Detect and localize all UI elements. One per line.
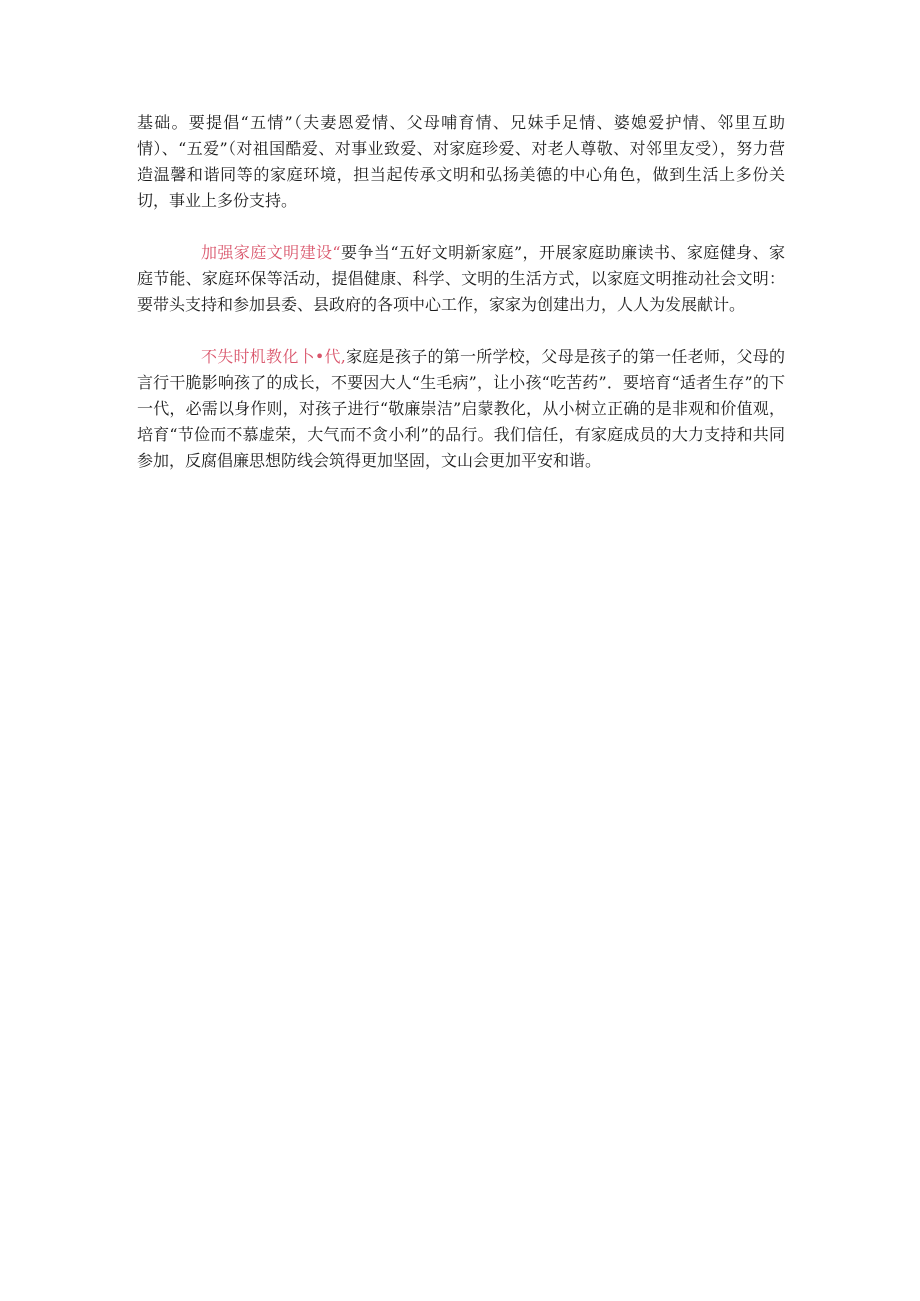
paragraph-1-text: 基础。要提倡“五情”（夫妻恩爱情、父母哺育情、兄妹手足情、婆媳爱护情、邻里互助情）、“五爱”（对祖国酷爱、对事业致爱、对家庭珍爱、对老人尊敬、对邻里友受），努力营造温馨和谐同等的家庭环境，担当起传承文明和弘扬美德的中心角色，做到生活上多份关切，事业上多份支持。 bbox=[137, 113, 785, 210]
paragraph-2 bbox=[137, 240, 785, 318]
paragraph-2-text: 要争当“五好文明新家庭”，开展家庭助廉读书、家庭健身、家庭节能、家庭环保等活动，提倡健康、科学、文明的生活方式，以家庭文明推动社会文明：要带头支持和参加县委、县政府的各项中心工作，家家为创建出力，人人为发展献计。 bbox=[137, 243, 785, 314]
document-body bbox=[137, 110, 785, 500]
paragraph-3 bbox=[137, 344, 785, 474]
paragraph-1 bbox=[137, 110, 785, 214]
paragraph-3-text: 家庭是孩子的第一所学校，父母是孩子的第一任老师，父母的言行干脆影响孩了的成长，不要因大人“生毛病”，让小孩“吃苦药”．要培育“适者生存”的下一代，必需以身作则，对孩子进行“敬廉崇洁”启蒙教化，从小树立正确的是非观和价值观，培育“节俭而不慕虚荣，大气而不贪小利”的品行。我们信任，有家庭成员的大力支持和共同参加，反腐倡廉思想防线会筑得更加坚固，文山会更加平安和谐。 bbox=[137, 347, 785, 470]
paragraph-3-heading: 不失时机教化卜•代, bbox=[201, 347, 346, 366]
paragraph-2-heading: 加强家庭文明建设“ bbox=[201, 243, 341, 262]
